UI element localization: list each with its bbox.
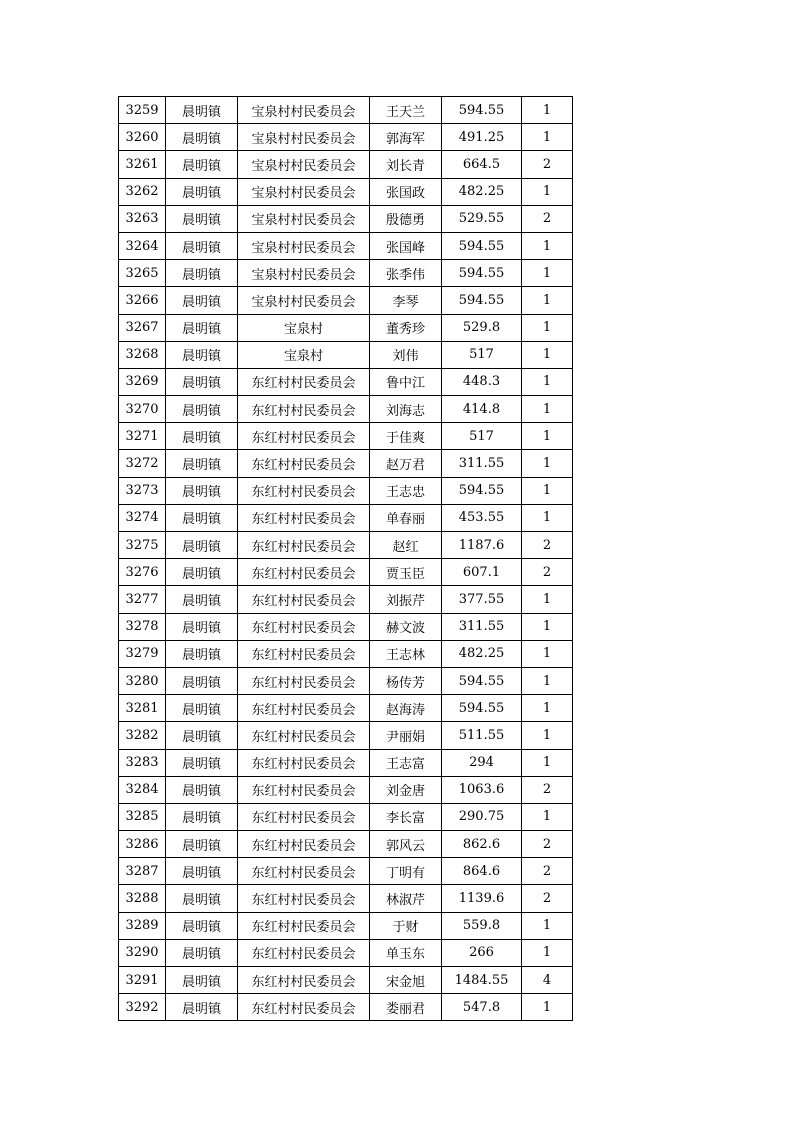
row-number-cell: 3276	[119, 559, 166, 586]
town-cell: 晨明镇	[166, 912, 238, 939]
amount-cell: 594.55	[442, 260, 522, 287]
table-row	[119, 368, 573, 395]
amount-cell: 294	[442, 749, 522, 776]
name-cell: 宋金旭	[370, 967, 442, 994]
town-cell: 晨明镇	[166, 532, 238, 559]
amount-cell: 311.55	[442, 450, 522, 477]
count-cell: 1	[522, 260, 573, 287]
row-number-cell: 3261	[119, 151, 166, 178]
amount-cell: 594.55	[442, 287, 522, 314]
row-number-cell: 3265	[119, 260, 166, 287]
village-committee-cell: 东红村村民委员会	[238, 885, 370, 912]
table-row	[119, 341, 573, 368]
name-cell: 单春丽	[370, 504, 442, 531]
count-cell: 2	[522, 831, 573, 858]
name-cell: 尹丽娟	[370, 722, 442, 749]
name-cell: 刘海志	[370, 396, 442, 423]
town-cell: 晨明镇	[166, 232, 238, 259]
town-cell: 晨明镇	[166, 504, 238, 531]
table-row	[119, 97, 573, 124]
town-cell: 晨明镇	[166, 287, 238, 314]
amount-cell: 1139.6	[442, 885, 522, 912]
name-cell: 王志富	[370, 749, 442, 776]
name-cell: 王志林	[370, 640, 442, 667]
amount-cell: 862.6	[442, 831, 522, 858]
amount-cell: 529.8	[442, 314, 522, 341]
name-cell: 单玉东	[370, 939, 442, 966]
amount-cell: 529.55	[442, 205, 522, 232]
table-row	[119, 749, 573, 776]
name-cell: 刘长青	[370, 151, 442, 178]
village-committee-cell: 东红村村民委员会	[238, 586, 370, 613]
row-number-cell: 3277	[119, 586, 166, 613]
row-number-cell: 3259	[119, 97, 166, 124]
name-cell: 杨传芳	[370, 667, 442, 694]
name-cell: 赵海涛	[370, 695, 442, 722]
count-cell: 1	[522, 341, 573, 368]
table-row	[119, 722, 573, 749]
town-cell: 晨明镇	[166, 450, 238, 477]
count-cell: 1	[522, 396, 573, 423]
amount-cell: 517	[442, 423, 522, 450]
table-row	[119, 287, 573, 314]
village-committee-cell: 东红村村民委员会	[238, 967, 370, 994]
table-row	[119, 260, 573, 287]
count-cell: 2	[522, 776, 573, 803]
village-committee-cell: 东红村村民委员会	[238, 939, 370, 966]
amount-cell: 377.55	[442, 586, 522, 613]
count-cell: 1	[522, 586, 573, 613]
amount-cell: 547.8	[442, 994, 522, 1021]
village-committee-cell: 东红村村民委员会	[238, 858, 370, 885]
table-row	[119, 178, 573, 205]
village-committee-cell: 东红村村民委员会	[238, 613, 370, 640]
count-cell: 2	[522, 858, 573, 885]
amount-cell: 290.75	[442, 803, 522, 830]
village-committee-cell: 东红村村民委员会	[238, 667, 370, 694]
table-row	[119, 124, 573, 151]
count-cell: 1	[522, 994, 573, 1021]
row-number-cell: 3282	[119, 722, 166, 749]
village-committee-cell: 宝泉村村民委员会	[238, 287, 370, 314]
village-committee-cell: 宝泉村村民委员会	[238, 151, 370, 178]
count-cell: 1	[522, 97, 573, 124]
amount-cell: 594.55	[442, 97, 522, 124]
table-row	[119, 613, 573, 640]
village-committee-cell: 东红村村民委员会	[238, 532, 370, 559]
row-number-cell: 3281	[119, 695, 166, 722]
row-number-cell: 3271	[119, 423, 166, 450]
name-cell: 刘金唐	[370, 776, 442, 803]
amount-cell: 448.3	[442, 368, 522, 395]
village-committee-cell: 东红村村民委员会	[238, 776, 370, 803]
amount-cell: 491.25	[442, 124, 522, 151]
amount-cell: 1187.6	[442, 532, 522, 559]
name-cell: 王天兰	[370, 97, 442, 124]
name-cell: 娄丽君	[370, 994, 442, 1021]
town-cell: 晨明镇	[166, 613, 238, 640]
village-committee-cell: 东红村村民委员会	[238, 994, 370, 1021]
town-cell: 晨明镇	[166, 776, 238, 803]
count-cell: 1	[522, 314, 573, 341]
name-cell: 于财	[370, 912, 442, 939]
row-number-cell: 3283	[119, 749, 166, 776]
row-number-cell: 3280	[119, 667, 166, 694]
row-number-cell: 3290	[119, 939, 166, 966]
amount-cell: 1484.55	[442, 967, 522, 994]
village-committee-cell: 东红村村民委员会	[238, 749, 370, 776]
town-cell: 晨明镇	[166, 885, 238, 912]
table-row	[119, 939, 573, 966]
amount-cell: 511.55	[442, 722, 522, 749]
count-cell: 1	[522, 124, 573, 151]
row-number-cell: 3287	[119, 858, 166, 885]
table-row	[119, 532, 573, 559]
town-cell: 晨明镇	[166, 178, 238, 205]
count-cell: 1	[522, 232, 573, 259]
table-row	[119, 858, 573, 885]
row-number-cell: 3292	[119, 994, 166, 1021]
village-committee-cell: 宝泉村村民委员会	[238, 178, 370, 205]
village-committee-cell: 东红村村民委员会	[238, 640, 370, 667]
amount-cell: 311.55	[442, 613, 522, 640]
table-row	[119, 151, 573, 178]
table-row	[119, 559, 573, 586]
town-cell: 晨明镇	[166, 939, 238, 966]
table-row	[119, 423, 573, 450]
name-cell: 殷德勇	[370, 205, 442, 232]
amount-cell: 607.1	[442, 559, 522, 586]
town-cell: 晨明镇	[166, 667, 238, 694]
count-cell: 2	[522, 205, 573, 232]
amount-cell: 517	[442, 341, 522, 368]
count-cell: 1	[522, 287, 573, 314]
count-cell: 1	[522, 178, 573, 205]
count-cell: 1	[522, 803, 573, 830]
table-row	[119, 477, 573, 504]
name-cell: 张季伟	[370, 260, 442, 287]
table-row	[119, 314, 573, 341]
town-cell: 晨明镇	[166, 695, 238, 722]
row-number-cell: 3266	[119, 287, 166, 314]
row-number-cell: 3269	[119, 368, 166, 395]
row-number-cell: 3285	[119, 803, 166, 830]
count-cell: 1	[522, 640, 573, 667]
records-table-body	[119, 97, 573, 1021]
name-cell: 董秀珍	[370, 314, 442, 341]
town-cell: 晨明镇	[166, 124, 238, 151]
village-committee-cell: 东红村村民委员会	[238, 831, 370, 858]
name-cell: 张国政	[370, 178, 442, 205]
village-committee-cell: 东红村村民委员会	[238, 368, 370, 395]
count-cell: 1	[522, 477, 573, 504]
table-row	[119, 885, 573, 912]
amount-cell: 1063.6	[442, 776, 522, 803]
name-cell: 李琴	[370, 287, 442, 314]
town-cell: 晨明镇	[166, 722, 238, 749]
name-cell: 刘振芹	[370, 586, 442, 613]
town-cell: 晨明镇	[166, 967, 238, 994]
row-number-cell: 3273	[119, 477, 166, 504]
town-cell: 晨明镇	[166, 260, 238, 287]
town-cell: 晨明镇	[166, 205, 238, 232]
amount-cell: 453.55	[442, 504, 522, 531]
town-cell: 晨明镇	[166, 803, 238, 830]
amount-cell: 414.8	[442, 396, 522, 423]
row-number-cell: 3278	[119, 613, 166, 640]
village-committee-cell: 宝泉村	[238, 314, 370, 341]
count-cell: 2	[522, 151, 573, 178]
village-committee-cell: 东红村村民委员会	[238, 912, 370, 939]
village-committee-cell: 东红村村民委员会	[238, 695, 370, 722]
town-cell: 晨明镇	[166, 858, 238, 885]
amount-cell: 594.55	[442, 232, 522, 259]
name-cell: 李长富	[370, 803, 442, 830]
town-cell: 晨明镇	[166, 341, 238, 368]
village-committee-cell: 东红村村民委员会	[238, 559, 370, 586]
village-committee-cell: 东红村村民委员会	[238, 396, 370, 423]
table-row	[119, 667, 573, 694]
amount-cell: 482.25	[442, 640, 522, 667]
town-cell: 晨明镇	[166, 477, 238, 504]
row-number-cell: 3286	[119, 831, 166, 858]
name-cell: 刘伟	[370, 341, 442, 368]
table-row	[119, 205, 573, 232]
table-row	[119, 994, 573, 1021]
village-committee-cell: 东红村村民委员会	[238, 722, 370, 749]
table-row	[119, 396, 573, 423]
name-cell: 郭海军	[370, 124, 442, 151]
amount-cell: 559.8	[442, 912, 522, 939]
table-row	[119, 640, 573, 667]
table-row	[119, 586, 573, 613]
count-cell: 1	[522, 912, 573, 939]
town-cell: 晨明镇	[166, 994, 238, 1021]
amount-cell: 864.6	[442, 858, 522, 885]
amount-cell: 594.55	[442, 667, 522, 694]
row-number-cell: 3284	[119, 776, 166, 803]
count-cell: 1	[522, 450, 573, 477]
town-cell: 晨明镇	[166, 97, 238, 124]
count-cell: 1	[522, 939, 573, 966]
row-number-cell: 3289	[119, 912, 166, 939]
village-committee-cell: 宝泉村村民委员会	[238, 260, 370, 287]
amount-cell: 664.5	[442, 151, 522, 178]
table-row	[119, 450, 573, 477]
row-number-cell: 3263	[119, 205, 166, 232]
count-cell: 2	[522, 885, 573, 912]
village-committee-cell: 宝泉村村民委员会	[238, 124, 370, 151]
table-row	[119, 912, 573, 939]
table-row	[119, 831, 573, 858]
name-cell: 赫文波	[370, 613, 442, 640]
town-cell: 晨明镇	[166, 368, 238, 395]
count-cell: 1	[522, 368, 573, 395]
table-row	[119, 776, 573, 803]
name-cell: 赵红	[370, 532, 442, 559]
row-number-cell: 3270	[119, 396, 166, 423]
table-row	[119, 504, 573, 531]
amount-cell: 594.55	[442, 695, 522, 722]
town-cell: 晨明镇	[166, 423, 238, 450]
village-committee-cell: 宝泉村	[238, 341, 370, 368]
town-cell: 晨明镇	[166, 640, 238, 667]
town-cell: 晨明镇	[166, 314, 238, 341]
village-committee-cell: 宝泉村村民委员会	[238, 97, 370, 124]
count-cell: 1	[522, 504, 573, 531]
town-cell: 晨明镇	[166, 396, 238, 423]
count-cell: 4	[522, 967, 573, 994]
village-committee-cell: 宝泉村村民委员会	[238, 232, 370, 259]
town-cell: 晨明镇	[166, 749, 238, 776]
table-row	[119, 967, 573, 994]
name-cell: 郭风云	[370, 831, 442, 858]
town-cell: 晨明镇	[166, 831, 238, 858]
row-number-cell: 3291	[119, 967, 166, 994]
village-committee-cell: 东红村村民委员会	[238, 423, 370, 450]
row-number-cell: 3267	[119, 314, 166, 341]
amount-cell: 482.25	[442, 178, 522, 205]
row-number-cell: 3268	[119, 341, 166, 368]
name-cell: 林淑芹	[370, 885, 442, 912]
row-number-cell: 3272	[119, 450, 166, 477]
amount-cell: 266	[442, 939, 522, 966]
town-cell: 晨明镇	[166, 559, 238, 586]
row-number-cell: 3264	[119, 232, 166, 259]
records-table	[118, 96, 573, 1021]
amount-cell: 594.55	[442, 477, 522, 504]
village-committee-cell: 东红村村民委员会	[238, 504, 370, 531]
village-committee-cell: 宝泉村村民委员会	[238, 205, 370, 232]
name-cell: 丁明有	[370, 858, 442, 885]
table-row	[119, 695, 573, 722]
name-cell: 张国峰	[370, 232, 442, 259]
table-row	[119, 803, 573, 830]
count-cell: 1	[522, 423, 573, 450]
village-committee-cell: 东红村村民委员会	[238, 450, 370, 477]
count-cell: 2	[522, 559, 573, 586]
village-committee-cell: 东红村村民委员会	[238, 477, 370, 504]
row-number-cell: 3279	[119, 640, 166, 667]
name-cell: 于佳爽	[370, 423, 442, 450]
count-cell: 1	[522, 667, 573, 694]
row-number-cell: 3262	[119, 178, 166, 205]
row-number-cell: 3275	[119, 532, 166, 559]
name-cell: 鲁中江	[370, 368, 442, 395]
row-number-cell: 3260	[119, 124, 166, 151]
row-number-cell: 3288	[119, 885, 166, 912]
town-cell: 晨明镇	[166, 586, 238, 613]
table-row	[119, 232, 573, 259]
count-cell: 2	[522, 532, 573, 559]
name-cell: 贾玉臣	[370, 559, 442, 586]
town-cell: 晨明镇	[166, 151, 238, 178]
count-cell: 1	[522, 613, 573, 640]
count-cell: 1	[522, 695, 573, 722]
row-number-cell: 3274	[119, 504, 166, 531]
count-cell: 1	[522, 749, 573, 776]
name-cell: 王志忠	[370, 477, 442, 504]
village-committee-cell: 东红村村民委员会	[238, 803, 370, 830]
count-cell: 1	[522, 722, 573, 749]
name-cell: 赵万君	[370, 450, 442, 477]
